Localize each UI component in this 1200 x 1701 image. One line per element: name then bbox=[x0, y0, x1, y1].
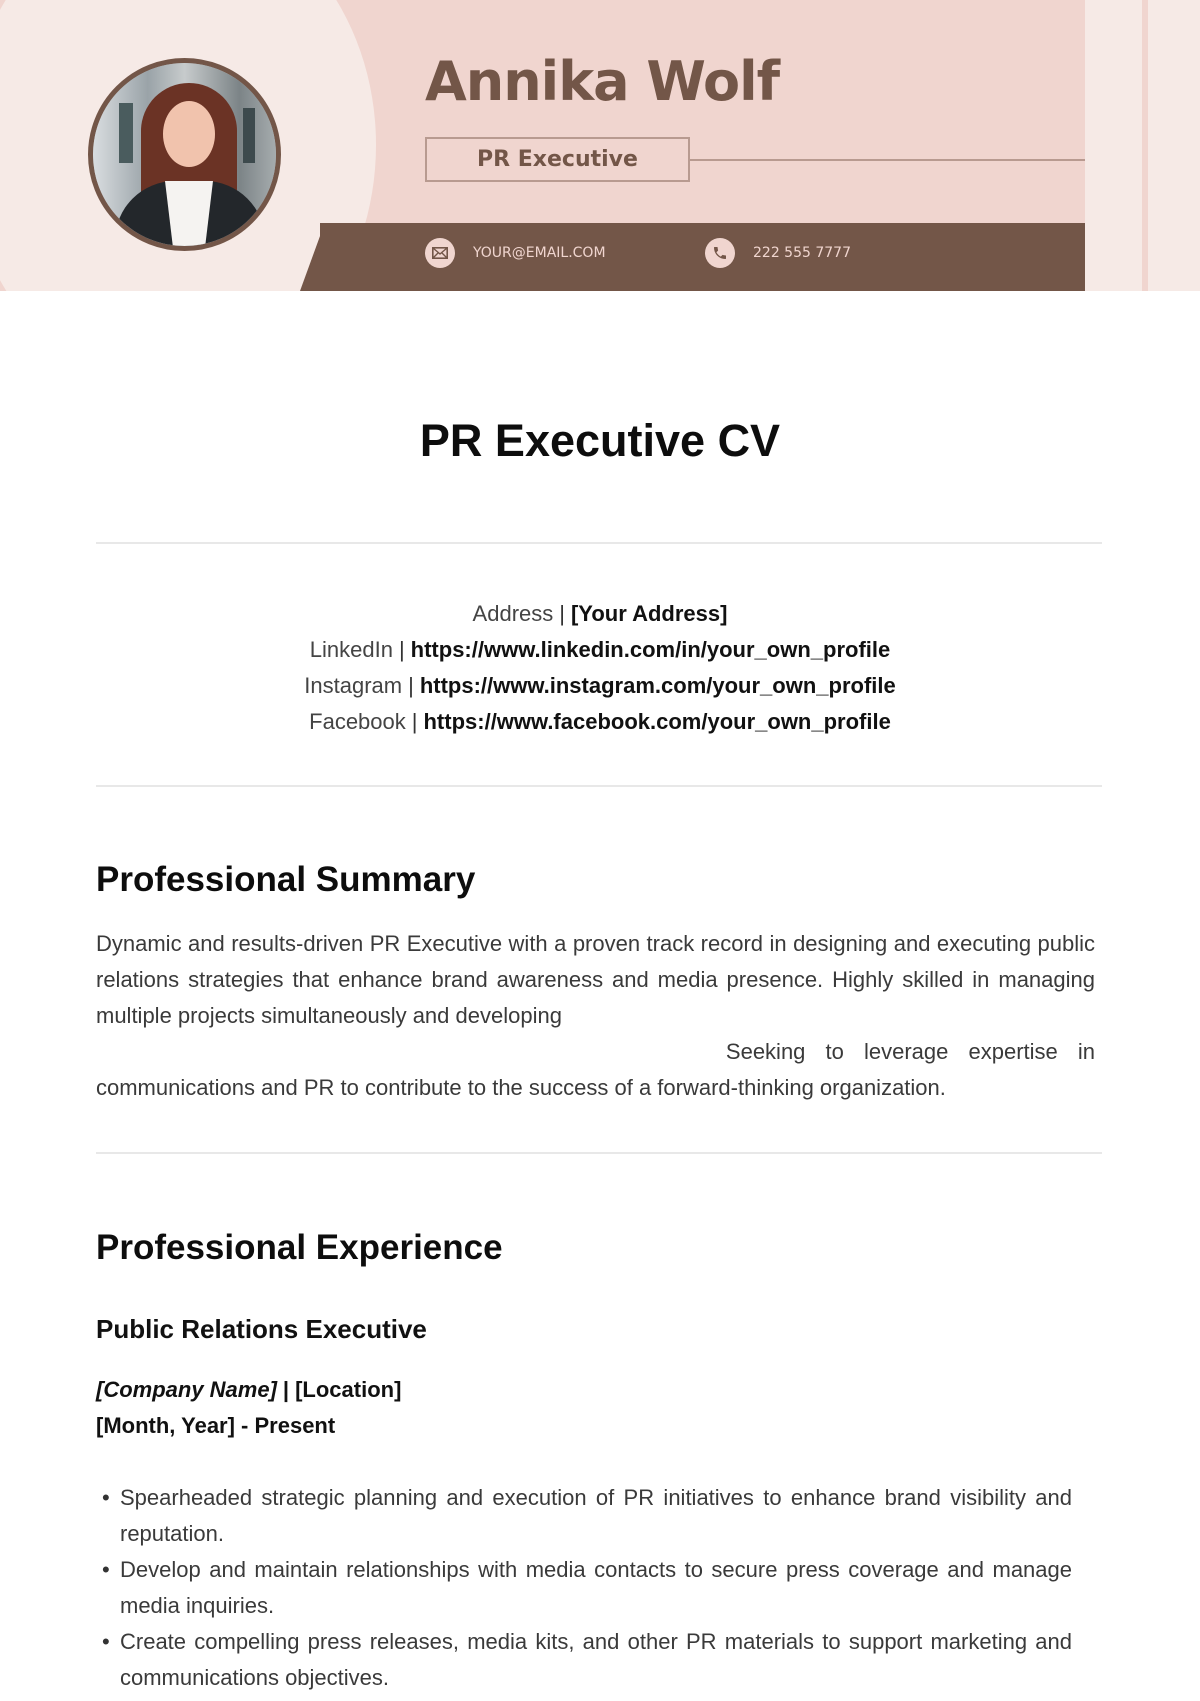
decorative-line bbox=[1142, 0, 1148, 291]
linkedin-row: LinkedIn | https://www.linkedin.com/in/your_own_profile bbox=[309, 637, 891, 662]
facebook-row: Facebook | https://www.facebook.com/your_own_profile bbox=[309, 709, 891, 734]
candidate-name: Annika Wolf bbox=[425, 50, 780, 113]
divider bbox=[96, 1152, 1102, 1154]
job-dates: [Month, Year] - Present bbox=[96, 1413, 336, 1438]
phone-contact[interactable] bbox=[705, 238, 851, 268]
summary-text: Dynamic and results-driven PR Executive with a proven track record in designing and executing public relations strategies that enhance brand awareness and media presence. Highly skilled in managing multiple projects simultaneously and developing Seeking to leverage expertise in communications and PR to contribute to the success of a forward-thinking organization. bbox=[96, 931, 1095, 1100]
facebook-link[interactable]: https://www.facebook.com/your_own_profile bbox=[423, 709, 891, 734]
job-location: [Location] bbox=[295, 1377, 402, 1402]
linkedin-link[interactable]: https://www.linkedin.com/in/your_own_profile bbox=[410, 637, 891, 662]
list-item: • Develop and maintain relationships with media contacts to secure press coverage and manage media inquiries. bbox=[102, 1552, 1072, 1624]
job-responsibilities bbox=[102, 1480, 1072, 1696]
role-badge bbox=[425, 137, 690, 182]
list-item: • Spearheaded strategic planning and execution of PR initiatives to enhance brand visibility and reputation. bbox=[102, 1480, 1072, 1552]
summary-heading: Professional Summary bbox=[96, 860, 476, 899]
email-text: YOUR@EMAIL.COM bbox=[473, 245, 606, 261]
role-divider-line bbox=[690, 159, 1085, 161]
instagram-link[interactable]: https://www.instagram.com/your_own_profile bbox=[419, 673, 896, 698]
document-title: PR Executive CV bbox=[419, 415, 781, 466]
job-title: Public Relations Executive bbox=[96, 1314, 427, 1344]
phone-icon bbox=[705, 238, 735, 268]
phone-text: 222 555 7777 bbox=[753, 245, 851, 261]
email-contact[interactable] bbox=[425, 238, 606, 268]
envelope-icon bbox=[425, 238, 455, 268]
job-meta: [Company Name] | [Location] [Month, Year] - Present bbox=[96, 1372, 401, 1444]
contact-links bbox=[0, 596, 1200, 740]
experience-heading: Professional Experience bbox=[96, 1228, 503, 1267]
address-value: [Your Address] bbox=[570, 601, 728, 626]
role-label: PR Executive bbox=[477, 147, 638, 172]
company-name: [Company Name] bbox=[96, 1377, 277, 1402]
address-row: Address | [Your Address] bbox=[472, 601, 728, 626]
profile-photo bbox=[88, 58, 281, 251]
list-item: • Create compelling press releases, media kits, and other PR materials to support marketing and communications objectives. bbox=[102, 1624, 1072, 1696]
divider bbox=[96, 542, 1102, 544]
divider bbox=[96, 785, 1102, 787]
instagram-row: Instagram | https://www.instagram.com/your_own_profile bbox=[304, 673, 896, 698]
header-banner bbox=[0, 0, 1200, 291]
